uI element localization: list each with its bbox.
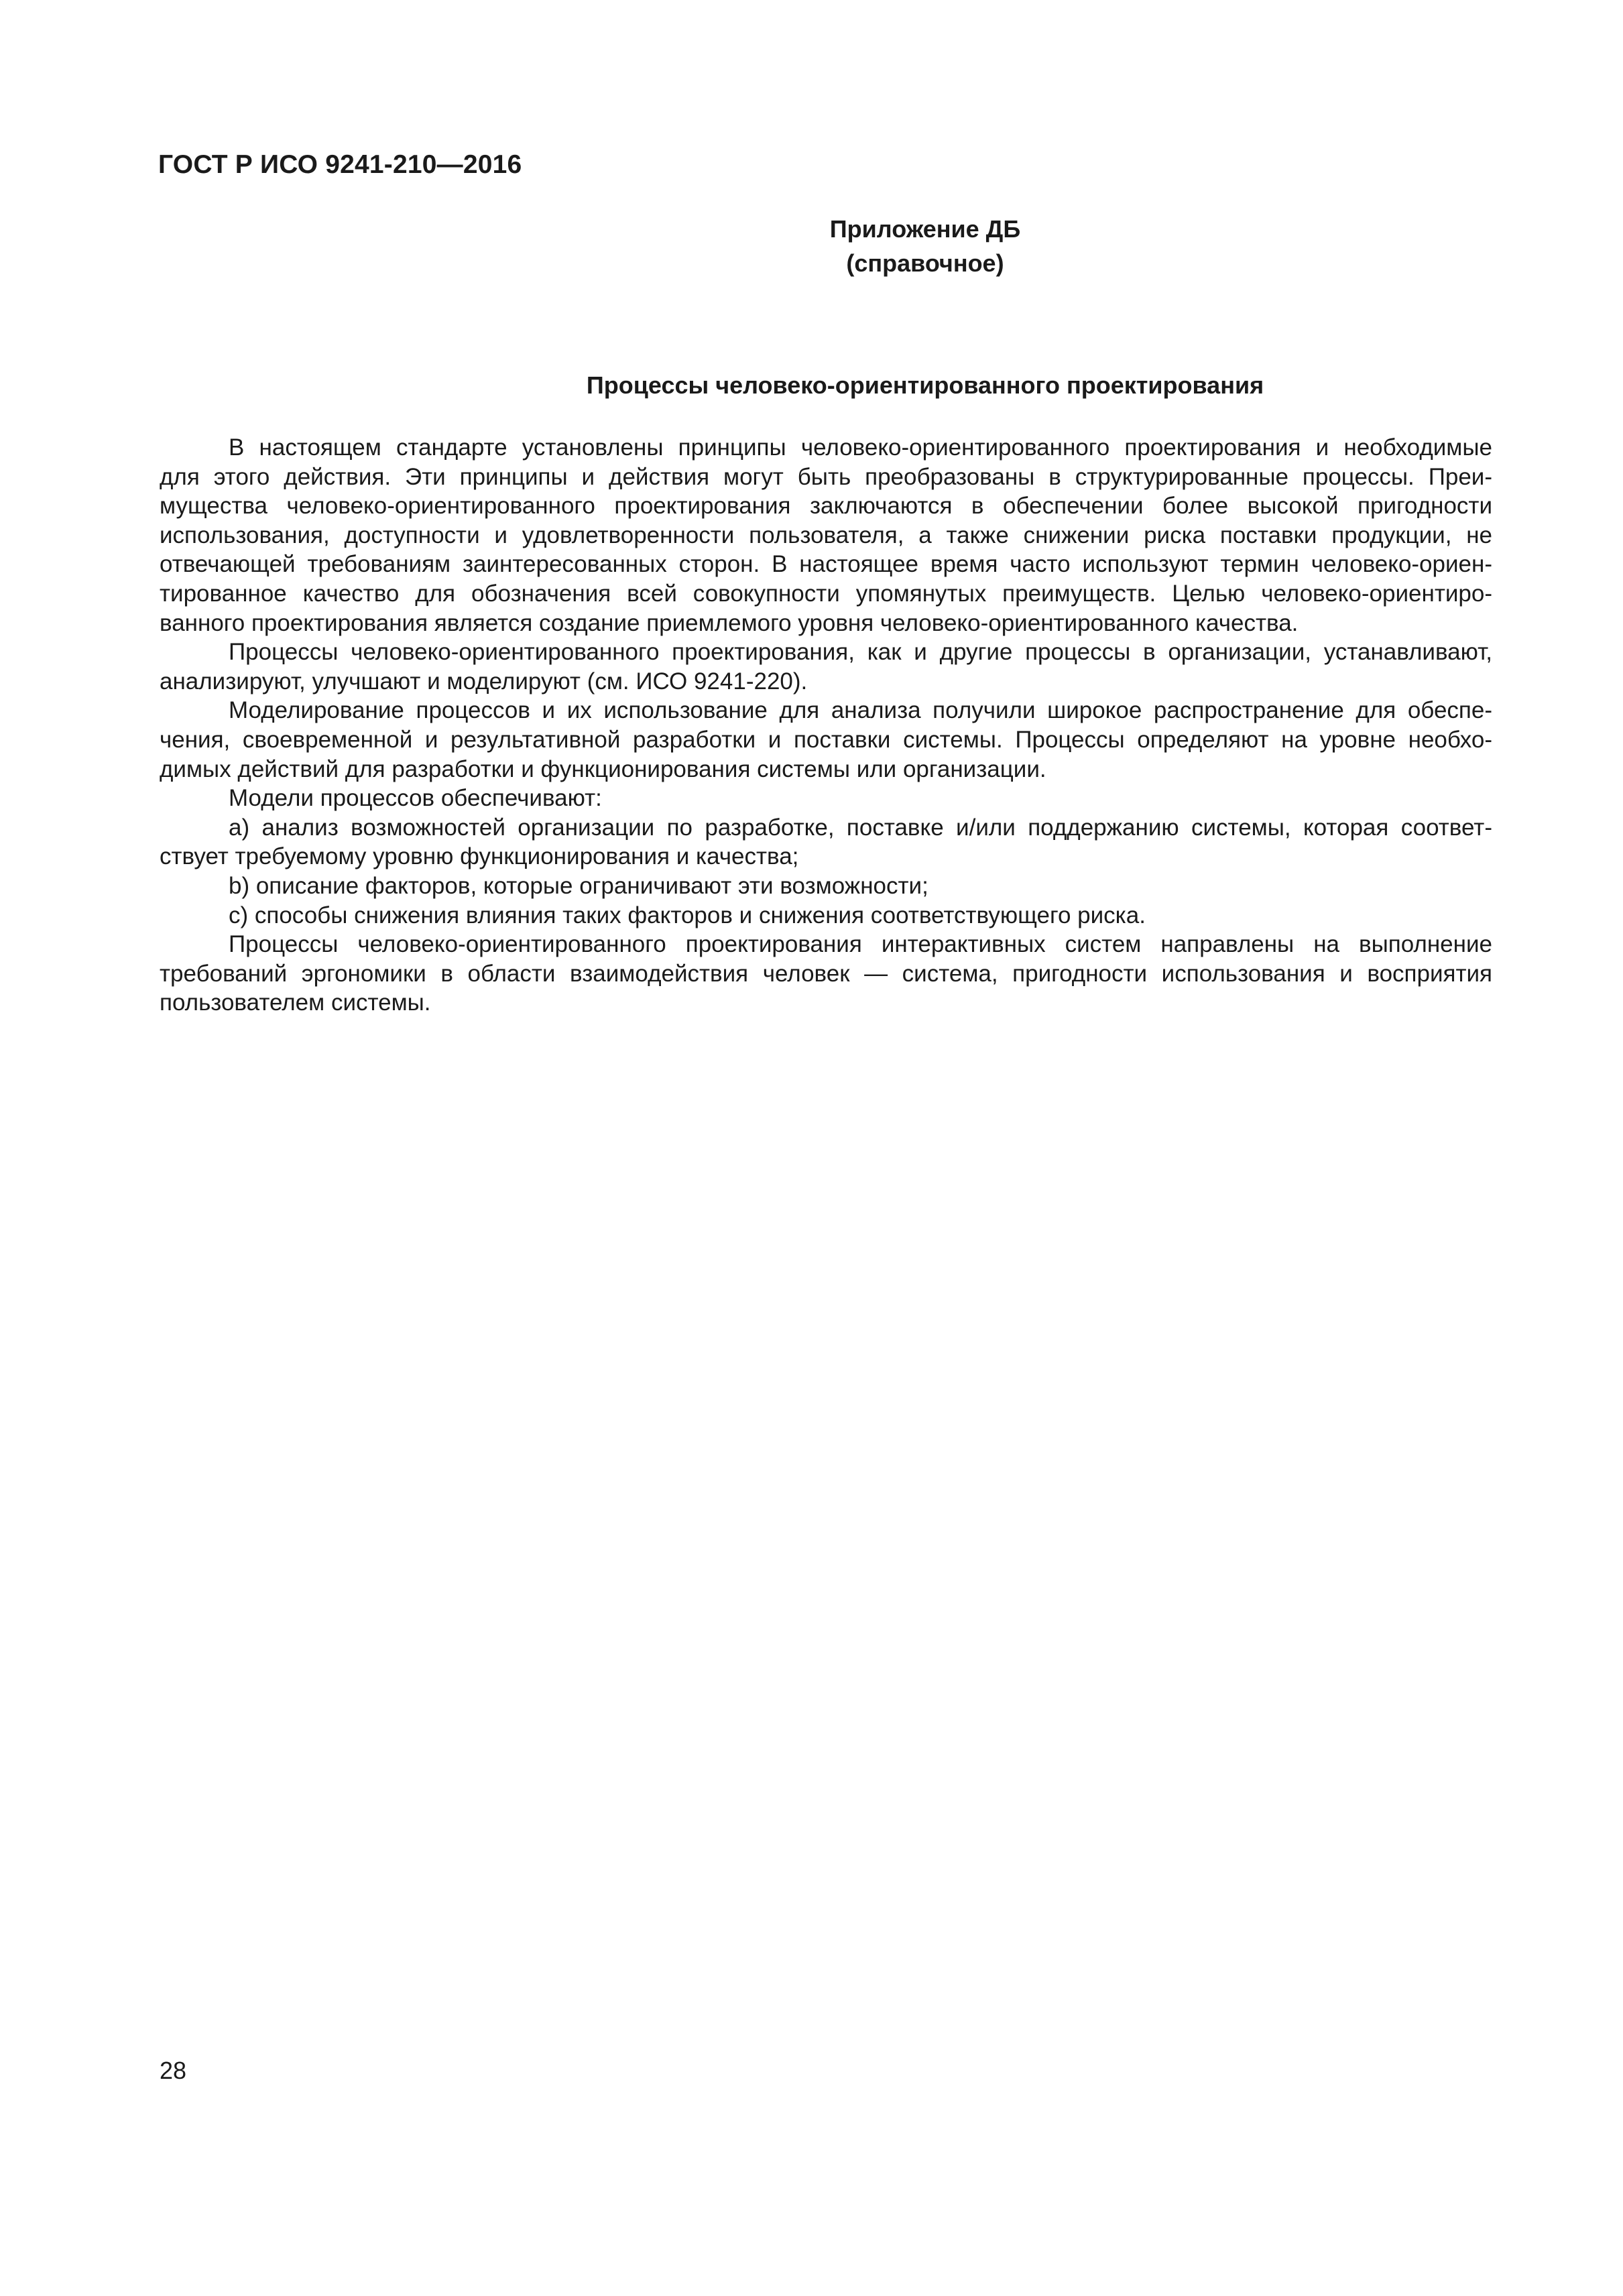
annex-kind: (справочное) <box>846 249 1004 277</box>
body-line: Процессы человеко-ориентированного проектирования интерактивных систем направлены на выполнение <box>229 931 1492 958</box>
body-line: мущества человеко-ориентированного проектирования заключаются в обеспечении более высокой пригодности <box>160 493 1492 520</box>
body-line: анализируют, улучшают и моделируют (см. ИСО 9241-220). <box>160 668 808 694</box>
body-text <box>160 433 1492 1018</box>
body-line: ствует требуемому уровню функционирования и качества; <box>160 843 799 870</box>
annex-title: Приложение ДБ <box>829 215 1021 243</box>
body-line: В настоящем стандарте установлены принципы человеко-ориентированного проектирования и необходимые <box>229 434 1492 461</box>
body-line: Процессы человеко-ориентированного проектирования, как и другие процессы в организации, устанавливают, <box>229 639 1492 666</box>
body-line: a) анализ возможностей организации по разработке, поставке и/или поддержанию системы, которая соответ- <box>229 814 1492 841</box>
body-line: пользователем системы. <box>160 989 431 1016</box>
section-title: Процессы человеко-ориентированного проектирования <box>586 371 1264 399</box>
body-line: Модели процессов обеспечивают: <box>229 785 602 812</box>
page-number: 28 <box>160 2057 187 2084</box>
body-line: для этого действия. Эти принципы и действия могут быть преобразованы в структурированные процессы. Преи- <box>160 463 1492 490</box>
body-line: использования, доступности и удовлетворенности пользователя, а также снижении риска поставки продукции, не <box>160 522 1492 548</box>
body-line: тированное качество для обозначения всей совокупности упомянутых преимуществ. Целью человеко-ориентиро- <box>160 580 1492 607</box>
body-line: b) описание факторов, которые ограничивают эти возможности; <box>229 872 928 899</box>
body-line: c) способы снижения влияния таких факторов и снижения соответствующего риска. <box>229 902 1146 928</box>
body-line: ванного проектирования является создание приемлемого уровня человеко-ориентированного качества. <box>160 609 1299 636</box>
body-line: отвечающей требованиям заинтересованных сторон. В настоящее время часто используют термин человеко-ориен- <box>160 551 1492 578</box>
document-code: ГОСТ Р ИСО 9241-210—2016 <box>158 150 522 179</box>
body-line: Моделирование процессов и их использование для анализа получили широкое распространение для обеспе- <box>229 697 1492 724</box>
body-line: требований эргономики в области взаимодействия человек — система, пригодности использования и восприятия <box>160 960 1492 987</box>
body-line: димых действий для разработки и функционирования системы или организации. <box>160 756 1046 782</box>
body-line: чения, своевременной и результативной разработки и поставки системы. Процессы определяют на уровне необхо- <box>160 726 1492 753</box>
